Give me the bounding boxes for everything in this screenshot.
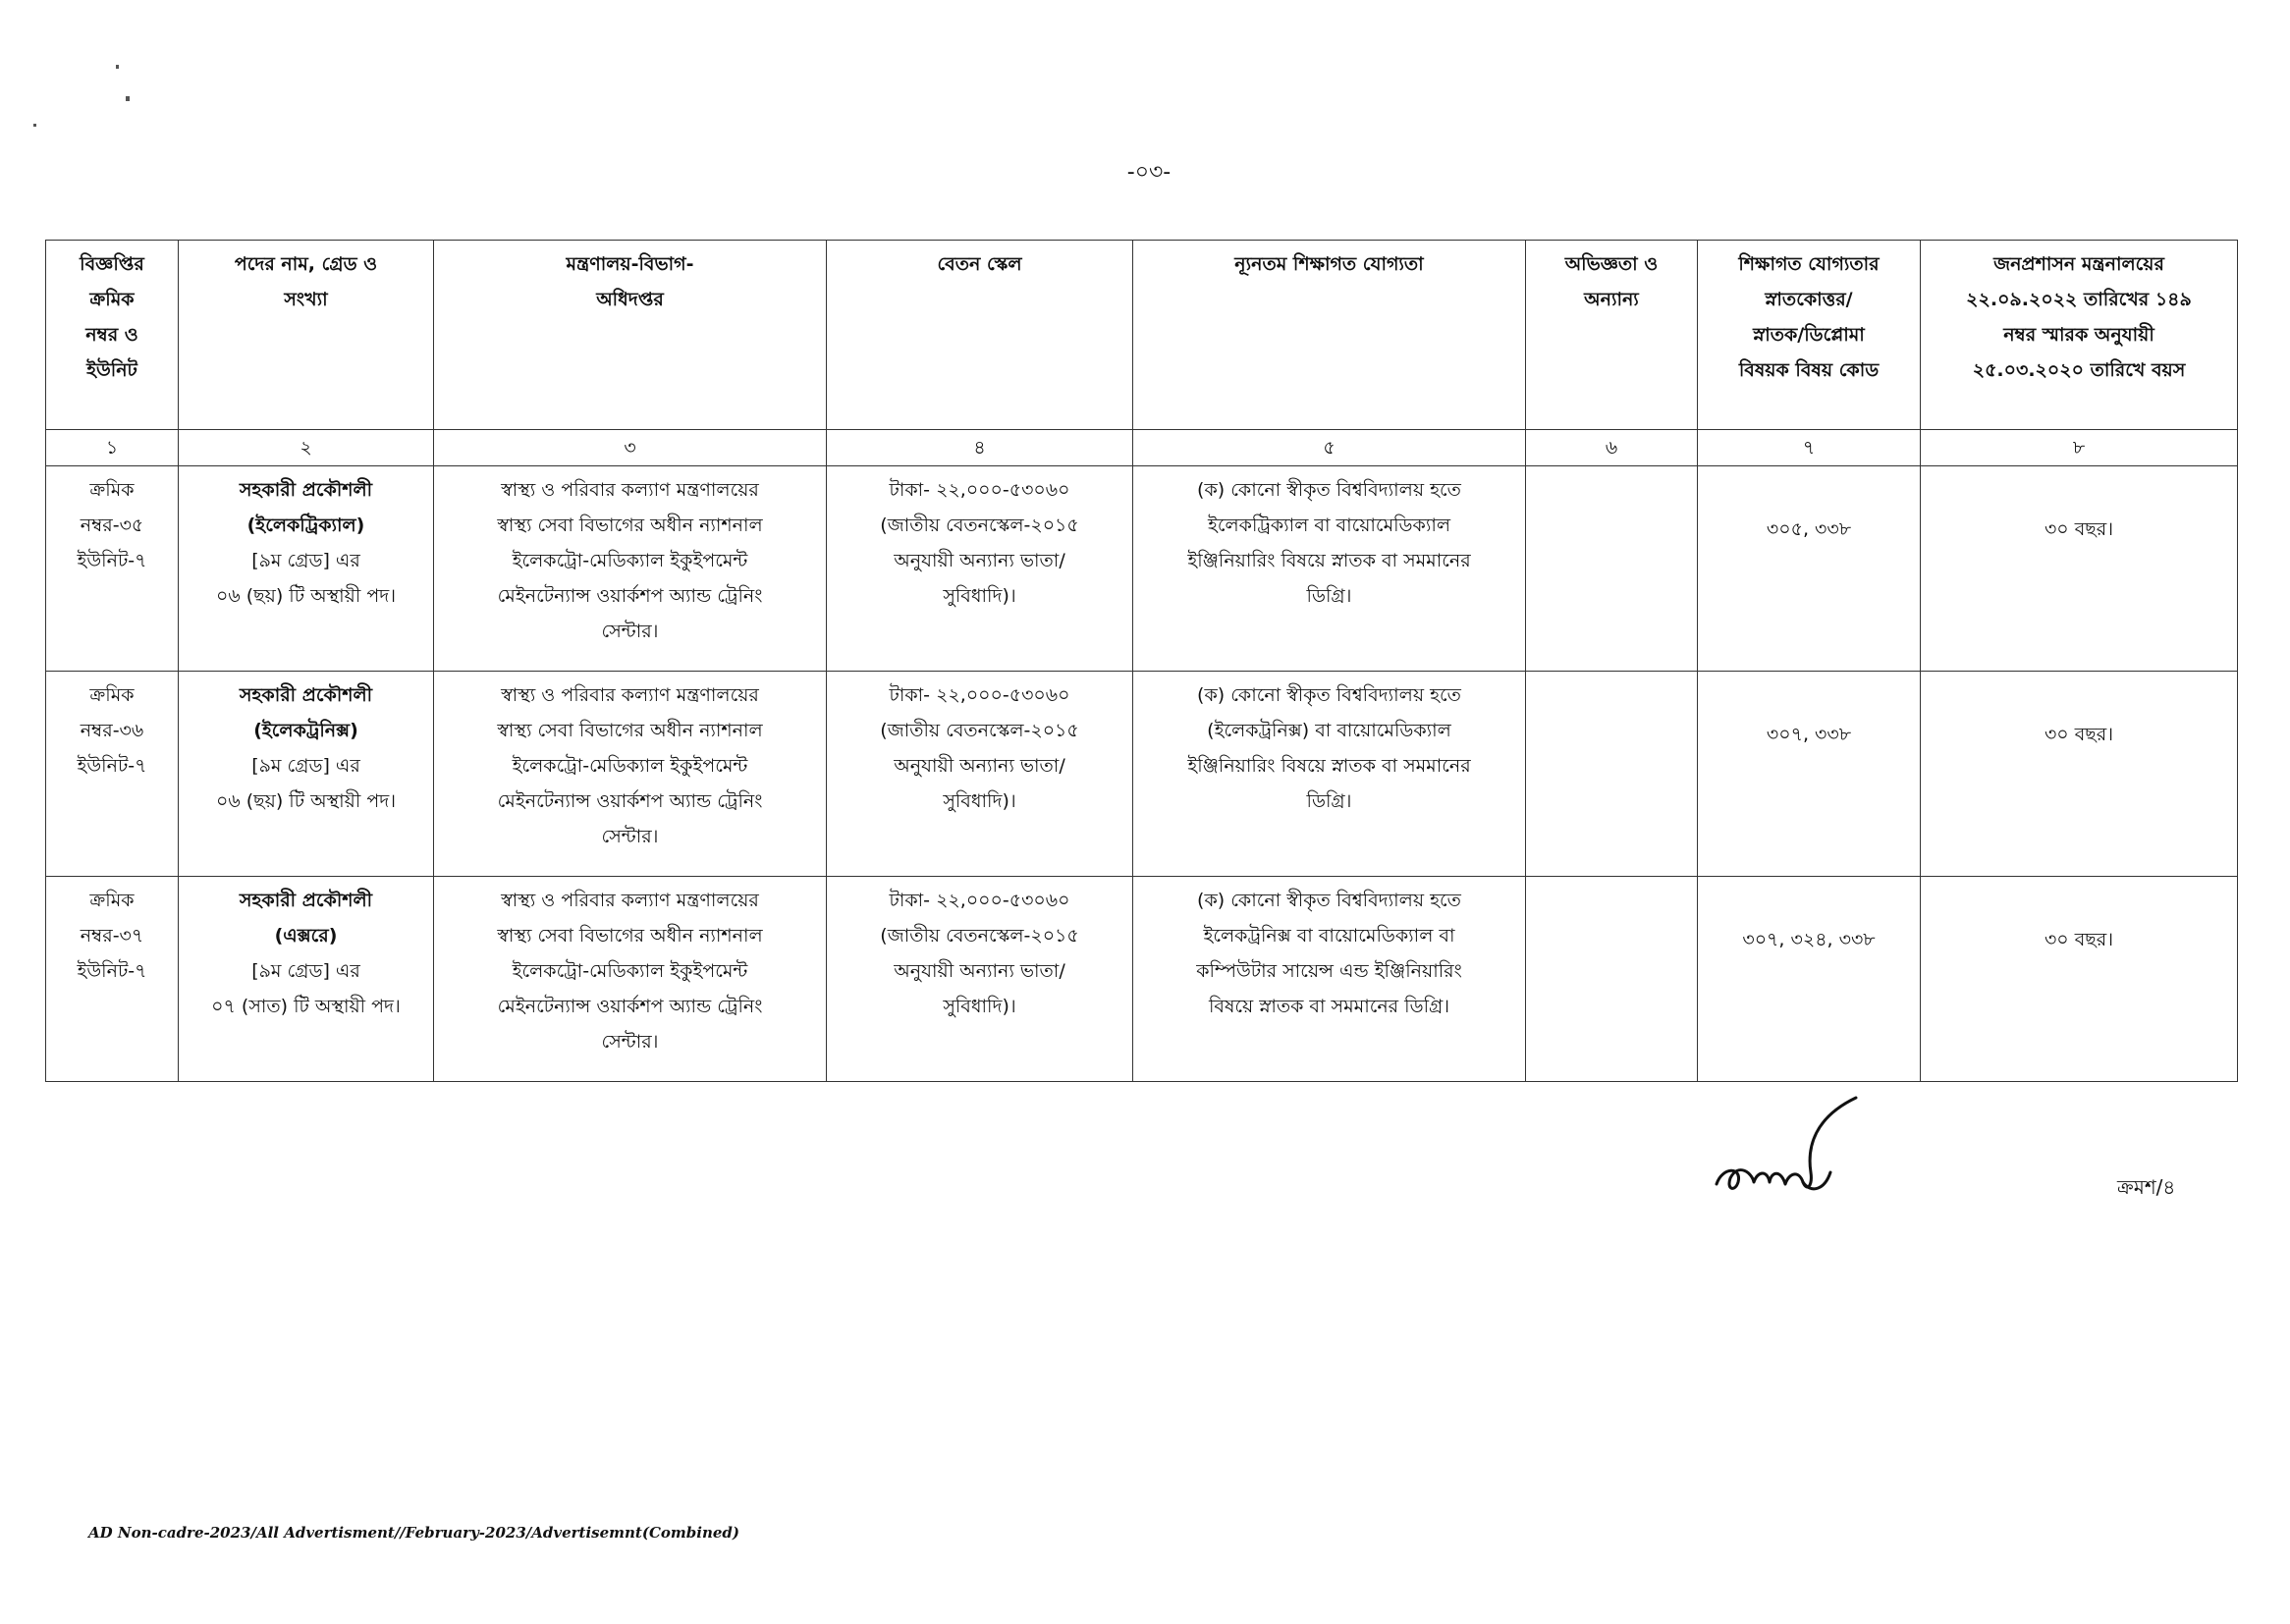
qualification-cell: (ক) কোনো স্বীকৃত বিশ্ববিদ্যালয় হতে ইলেকট্রনিক্স বা বায়োমেডিক্যাল বা কম্পিউটার সায়েন্স এন্ড ইঞ্জিনিয়ারিং বিষয়ে স্নাতক বা সমমানের ডিগ্রি। — [1133, 877, 1526, 1082]
column-number: ৬ — [1526, 430, 1698, 466]
post-cell: সহকারী প্রকৌশলী (এক্সরে) [৯ম গ্রেড] এর ০৭ (সাত) টি অস্থায়ী পদ। — [179, 877, 434, 1082]
experience-cell — [1526, 672, 1698, 877]
column-number: ৩ — [434, 430, 827, 466]
column-number: ৮ — [1921, 430, 2238, 466]
column-number: ১ — [46, 430, 179, 466]
ministry-cell: স্বাস্থ্য ও পরিবার কল্যাণ মন্ত্রণালয়ের স্বাস্থ্য সেবা বিভাগের অধীন ন্যাশনাল ইলেকট্রো-মেডিক্যাল ইকুইপমেন্ট মেইনটেন্যান্স ওয়ার্কশপ অ্যান্ড ট্রেনিং সেন্টার। — [434, 877, 827, 1082]
qualification-cell: (ক) কোনো স্বীকৃত বিশ্ববিদ্যালয় হতে (ইলেকট্রনিক্স) বা বায়োমেডিক্যাল ইঞ্জিনিয়ারিং বিষয়ে স্নাতক বা সমমানের ডিগ্রি। — [1133, 672, 1526, 877]
experience-cell — [1526, 466, 1698, 672]
header-cell-ministry: মন্ত্রণালয়-বিভাগ- অধিদপ্তর — [434, 241, 827, 430]
ministry-cell: স্বাস্থ্য ও পরিবার কল্যাণ মন্ত্রণালয়ের স্বাস্থ্য সেবা বিভাগের অধীন ন্যাশনাল ইলেকট্রো-মেডিক্যাল ইকুইপমেন্ট মেইনটেন্যান্স ওয়ার্কশপ অ্যান্ড ট্রেনিং সেন্টার। — [434, 466, 827, 672]
header-cell-post: পদের নাম, গ্রেড ও সংখ্যা — [179, 241, 434, 430]
experience-cell — [1526, 877, 1698, 1082]
serial-cell: ক্রমিক নম্বর-৩৬ ইউনিট-৭ — [46, 672, 179, 877]
scan-speck — [116, 65, 119, 69]
signature-mark — [1709, 1088, 1866, 1206]
salary-cell: টাকা- ২২,০০০-৫৩০৬০ (জাতীয় বেতনস্কেল-২০১৫ অনুযায়ী অন্যান্য ভাতা/ সুবিধাদি)। — [827, 466, 1133, 672]
age-cell: ৩০ বছর। — [1921, 466, 2238, 672]
column-number: ৭ — [1698, 430, 1921, 466]
serial-cell: ক্রমিক নম্বর-৩৭ ইউনিট-৭ — [46, 877, 179, 1082]
header-cell-experience: অভিজ্ঞতা ও অন্যান্য — [1526, 241, 1698, 430]
table-row — [46, 877, 2238, 1082]
continuation-note: ক্রমশ/৪ — [2117, 1175, 2176, 1199]
table-row — [46, 672, 2238, 877]
post-cell: সহকারী প্রকৌশলী (ইলেকট্রনিক্স) [৯ম গ্রেড] এর ০৬ (ছয়) টি অস্থায়ী পদ। — [179, 672, 434, 877]
table-row — [46, 466, 2238, 672]
footer-file-path: AD Non-cadre-2023/All Advertisment//February-2023/Advertisemnt(Combined) — [88, 1524, 739, 1542]
scan-speck — [126, 96, 130, 101]
recruitment-table — [45, 240, 2238, 1082]
serial-cell: ক্রমিক নম্বর-৩৫ ইউনিট-৭ — [46, 466, 179, 672]
post-cell: সহকারী প্রকৌশলী (ইলেকট্রিক্যাল) [৯ম গ্রেড] এর ০৬ (ছয়) টি অস্থায়ী পদ। — [179, 466, 434, 672]
scan-speck — [33, 124, 36, 127]
salary-cell: টাকা- ২২,০০০-৫৩০৬০ (জাতীয় বেতনস্কেল-২০১৫ অনুযায়ী অন্যান্য ভাতা/ সুবিধাদি)। — [827, 877, 1133, 1082]
ministry-cell: স্বাস্থ্য ও পরিবার কল্যাণ মন্ত্রণালয়ের স্বাস্থ্য সেবা বিভাগের অধীন ন্যাশনাল ইলেকট্রো-মেডিক্যাল ইকুইপমেন্ট মেইনটেন্যান্স ওয়ার্কশপ অ্যান্ড ট্রেনিং সেন্টার। — [434, 672, 827, 877]
age-cell: ৩০ বছর। — [1921, 877, 2238, 1082]
subject-code-cell: ৩০৭, ৩২৪, ৩৩৮ — [1698, 877, 1921, 1082]
header-cell-qualification: ন্যূনতম শিক্ষাগত যোগ্যতা — [1133, 241, 1526, 430]
age-cell: ৩০ বছর। — [1921, 672, 2238, 877]
header-cell-age: জনপ্রশাসন মন্ত্রনালয়ের ২২.০৯.২০২২ তারিখের ১৪৯ নম্বর স্মারক অনুযায়ী ২৫.০৩.২০২০ তারিখে বয়স — [1921, 241, 2238, 430]
header-cell-subject-code: শিক্ষাগত যোগ্যতার স্নাতকোত্তর/ স্নাতক/ডিপ্লোমা বিষয়ক বিষয় কোড — [1698, 241, 1921, 430]
page-number: -০৩- — [1126, 160, 1172, 185]
qualification-cell: (ক) কোনো স্বীকৃত বিশ্ববিদ্যালয় হতে ইলেকট্রিক্যাল বা বায়োমেডিক্যাল ইঞ্জিনিয়ারিং বিষয়ে স্নাতক বা সমমানের ডিগ্রি। — [1133, 466, 1526, 672]
salary-cell: টাকা- ২২,০০০-৫৩০৬০ (জাতীয় বেতনস্কেল-২০১৫ অনুযায়ী অন্যান্য ভাতা/ সুবিধাদি)। — [827, 672, 1133, 877]
header-row — [46, 241, 2238, 430]
header-cell-salary: বেতন স্কেল — [827, 241, 1133, 430]
column-number: ৪ — [827, 430, 1133, 466]
subject-code-cell: ৩০৭, ৩৩৮ — [1698, 672, 1921, 877]
column-number-row — [46, 430, 2238, 466]
subject-code-cell: ৩০৫, ৩৩৮ — [1698, 466, 1921, 672]
header-cell-serial: বিজ্ঞপ্তির ক্রমিক নম্বর ও ইউনিট — [46, 241, 179, 430]
column-number: ২ — [179, 430, 434, 466]
column-number: ৫ — [1133, 430, 1526, 466]
